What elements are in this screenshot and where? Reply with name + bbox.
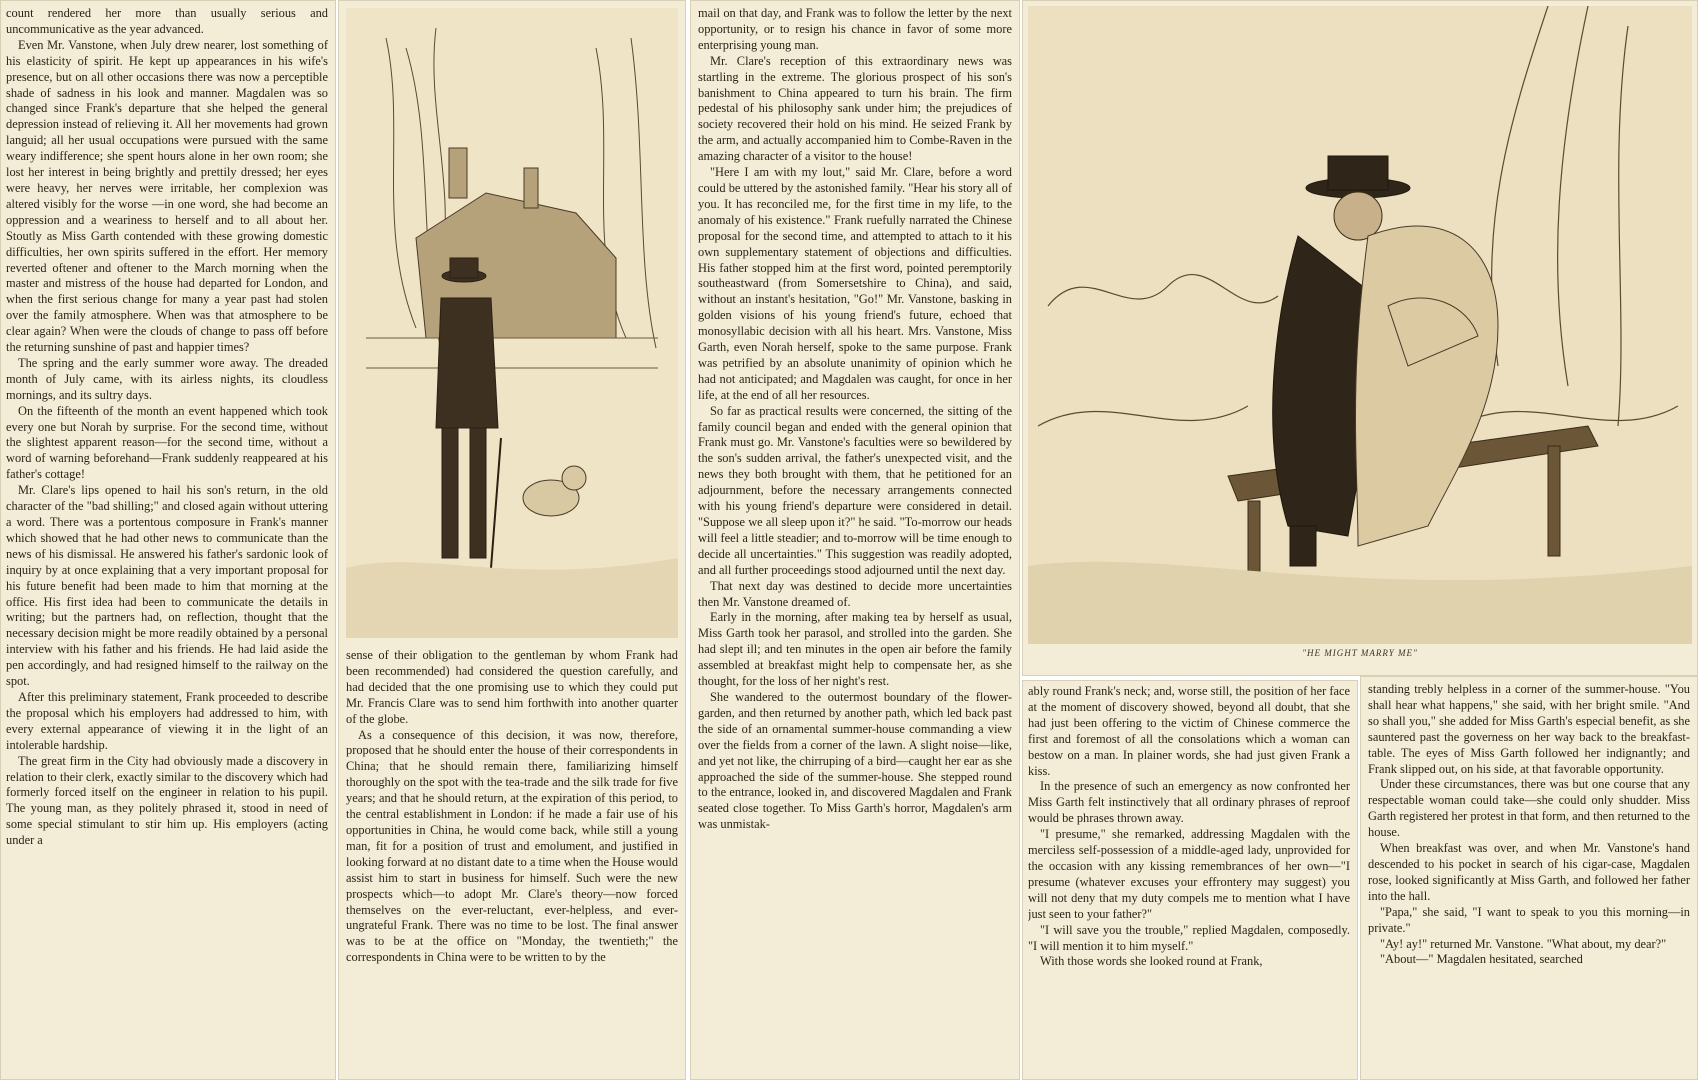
paragraph: On the fifteenth of the month an event happened which took every one but Norah by surprise. For the second time, without the slightest apparent reason—for the second time, without a word of warning beforehand—Frank suddenly reappeared at his father's cottage!: [6, 403, 328, 482]
paragraph: "I presume," she remarked, addressing Magdalen with the merciless self-possession of a middle-aged lady, unprovided for the occasion with any kissing remembrances of her own—"I presume (whatever excuses your effrontery may suggest) you will not deny that my duty compels me to mention what I have just seen to your father?": [1028, 827, 1350, 921]
illustration-caption: "HE MIGHT MARRY ME": [1302, 648, 1418, 658]
paragraph: count rendered her more than usually serious and uncommunicative as the year advanced.: [6, 6, 328, 36]
column-4-text: [1028, 684, 1350, 1076]
paragraph: So far as practical results were concerned, the sitting of the family council began and ended with the general opinion that Frank must go. Mr. Vanstone's faculties were so bewildered by the son's sudden arrival, the father's unexpected visit, and the news they both brought with them, that he petitioned for an adjournment, before the necessary arrangements connected with his young friend's departure were considered in detail. "Suppose we all sleep upon it?" he said. "To-morrow our heads will feel a little steadier; and to-morrow will be time enough to decide all uncertainties." This suggestion was readily adopted, and all further proceedings stood adjourned until the next day.: [698, 403, 1012, 577]
column-5-panel: [1360, 676, 1698, 1080]
paragraph: That next day was destined to decide more uncertainties then Mr. Vanstone dreamed of.: [698, 578, 1012, 609]
paragraph: "Papa," she said, "I want to speak to you this morning—in private.": [1368, 904, 1690, 935]
paragraph: The great firm in the City had obviously made a discovery in relation to their clerk, exactly similar to the discovery which had formerly forced itself on the engineer in relation to his pupil. The young man, as they politely phrased it, stood in need of some special stimulant to stir him up. His employers (acting under a: [6, 753, 328, 848]
paragraph: After this preliminary statement, Frank proceeded to describe the proposal which his employers had addressed to him, with every external appearance of viewing it in the light of an intolerable hardship.: [6, 689, 328, 752]
column-1-panel: [0, 0, 336, 1080]
paragraph: In the presence of such an emergency as now confronted her Miss Garth felt instinctively that all ordinary phrases of reproof would be phrases thrown away.: [1028, 779, 1350, 826]
right-illustration-panel: [1022, 0, 1698, 676]
paragraph: ably round Frank's neck; and, worse still, the position of her face at the moment of discovery showed, beyond all doubt, that she had just been offering to the victim of Chinese commerce the first and foremost of all the consolations which a woman can bestow on a man. In plainer words, she had just given Frank a kiss.: [1028, 684, 1350, 778]
paragraph: When breakfast was over, and when Mr. Vanstone's hand descended to his pocket in search of his cigar-case, Magdalen rose, looked significantly at Miss Garth, and followed her father into the hall.: [1368, 841, 1690, 903]
paragraph: Early in the morning, after making tea by herself as usual, Miss Garth took her parasol, and strolled into the garden. She had slept ill; and ten minutes in the open air before the family assembled at breakfast might help to compensate her, as she thought, for the loss of her night's rest.: [698, 610, 1012, 689]
column-2-text: [346, 648, 678, 1076]
paragraph: With those words she looked round at Frank,: [1040, 954, 1263, 969]
paragraph: Even Mr. Vanstone, when July drew nearer, lost something of his elasticity of spirit. He kept up appearances in his wife's presence, but on all other occasions there was now a perceptible shade of sadness in his look and manner. Magdalen was so changed since Frank's departure that she helped the general depression instead of relieving it. All her movements had grown languid; all her usual occupations were pursued with the same weary indifference; she spent hours alone in her own room; she lost her interest in being brightly and prettily dressed; her eyes were heavy, her nerves were irritable, her complexion was altered visibly for the worse —in one word, she had become an oppression and a weariness to herself and to all about her. Stoutly as Miss Garth contended with these growing domestic difficulties, her own spirits suffered in the effort. Her memory reverted oftener and oftener to the March morning when the master and mistress of the house had departed for London, and when the first serious change for many a year past had stolen over the family atmosphere. When was that atmosphere to be clear again? When were the clouds of change to pass off before the returning sunshine of past and happier times?: [6, 37, 328, 355]
paragraph: "I will save you the trouble," replied Magdalen, composedly. "I will mention it to him myself.": [1028, 922, 1350, 953]
column-3-text: [698, 6, 1012, 1076]
paragraph: sense of their obligation to the gentleman by whom Frank had been recommended) had considered the question carefully, and had decided that the one promising use to which they could put Mr. Francis Clare was to send him forthwith into another quarter of the globe.: [346, 648, 678, 726]
column-2-panel: [338, 0, 686, 1080]
illustration-couple-on-bench: [1028, 6, 1692, 644]
paragraph: standing trebly helpless in a corner of the summer-house. "You shall hear what happens," she said, with her bright smile. "And so shall you," she added for Miss Garth's especial benefit, as she sauntered past the governess on her way back to the breakfast-table. The eyes of Miss Garth followed her indignantly; and Frank slipped out, on his side, at that favorable opportunity.: [1368, 682, 1690, 776]
illustration-man-with-dog: [346, 8, 678, 638]
paragraph: Under these circumstances, there was but one course that any respectable woman could take—she could only shudder. Miss Garth registered her protest in that form, and then returned to the house.: [1368, 777, 1690, 840]
paragraph: Mr. Clare's lips opened to hail his son's return, in the old character of the "bad shilling;" and closed again without uttering a word. There was a portentous composure in Frank's manner which showed that he had other news to communicate than the news of his dismissal. He answered his father's sardonic look of inquiry by at once explaining that a very important proposal for his future benefit had been made to him that morning at the office. His first idea had been to communicate the details in writing; but the partners had, on reflection, thought that the necessary decision might be more readily obtained by a personal interview with his father and his friends. He had laid aside the pen accordingly, and had resigned himself to the railway on the spot.: [6, 483, 328, 689]
paragraph: "Here I am with my lout," said Mr. Clare, before a word could be uttered by the astonished family. "Hear his story all of you. It has reconciled me, for the first time in my life, to the anomaly of his existence." Frank ruefully narrated the Chinese proposal for the second time, and attempted to attach to it his own supplementary statement of objections and difficulties. His father stopped him at the first word, pointed peremptorily southeastward (from Somersetshire to China), and said, without an instant's hesitation, "Go!" Mr. Vanstone, basking in golden visions of his young friend's future, echoed that monosyllabic decision with all his heart. Mrs. Vanstone, Miss Garth, even Norah herself, spoke to the same purpose. Frank was petrified by an absolute unanimity of opinion which he had not anticipated; and Magdalen was caught, for once in her life, at the end of all her resources.: [698, 165, 1012, 402]
paragraph: She wandered to the outermost boundary of the flower-garden, and then returned by another path, which led back past the side of an ornamental summer-house commanding a view over the fields from a corner of the lawn. A slight noise—like, and yet not like, the chirruping of a bird—caught her ear as she approached the side of the summer-house. She stepped round to the entrance, looked in, and discovered Magdalen and Frank seated close together. To Miss Garth's horror, Magdalen's arm was unmistak-: [698, 689, 1012, 832]
column-4-panel: [1022, 680, 1358, 1080]
paragraph: "Ay! ay!" returned Mr. Vanstone. "What about, my dear?": [1380, 936, 1667, 951]
paragraph: "About—" Magdalen hesitated, searched: [1380, 952, 1583, 967]
paragraph: mail on that day, and Frank was to follow the letter by the next opportunity, or to resign his chance in favor of some more enterprising young man.: [698, 6, 1012, 52]
column-1-text: [6, 6, 328, 1076]
paragraph: As a consequence of this decision, it was now, therefore, proposed that he should enter the house of their correspondents in China; that he should remain there, familiarizing himself thoroughly on the spot with the tea-trade and the silk trade for five years; and that he should return, at the expiration of this period, to the central establishment in London: if he made a fair use of his opportunities in China, he would come back, while still a young man, fit for a position of trust and emolument, and justified in looking forward at no distant date to a time when the House would assist him to start in business for himself. Such were the new prospects which—to adopt Mr. Clare's theory—now forced themselves on the ever-reluctant, ever-helpless, and ever-ungrateful Frank. There was no time to be lost. The final answer was to be at the office on "Monday, the twentieth;" the correspondents in China were to be written to by the: [346, 727, 678, 965]
column-5-text: [1368, 682, 1690, 1076]
column-3-panel: [690, 0, 1020, 1080]
paragraph: Mr. Clare's reception of this extraordinary news was startling in the extreme. The glorious prospect of his son's banishment to China appeared to turn his brain. The firm pedestal of his philosophy sank under him; the prejudices of society recovered their hold on his mind. He seized Frank by the arm, and actually accompanied him to Combe-Raven in the amazing character of a visitor to the house!: [698, 53, 1012, 164]
paragraph: The spring and the early summer wore away. The dreaded month of July came, with its airless nights, its cloudless mornings, and its sultry days.: [6, 355, 328, 402]
